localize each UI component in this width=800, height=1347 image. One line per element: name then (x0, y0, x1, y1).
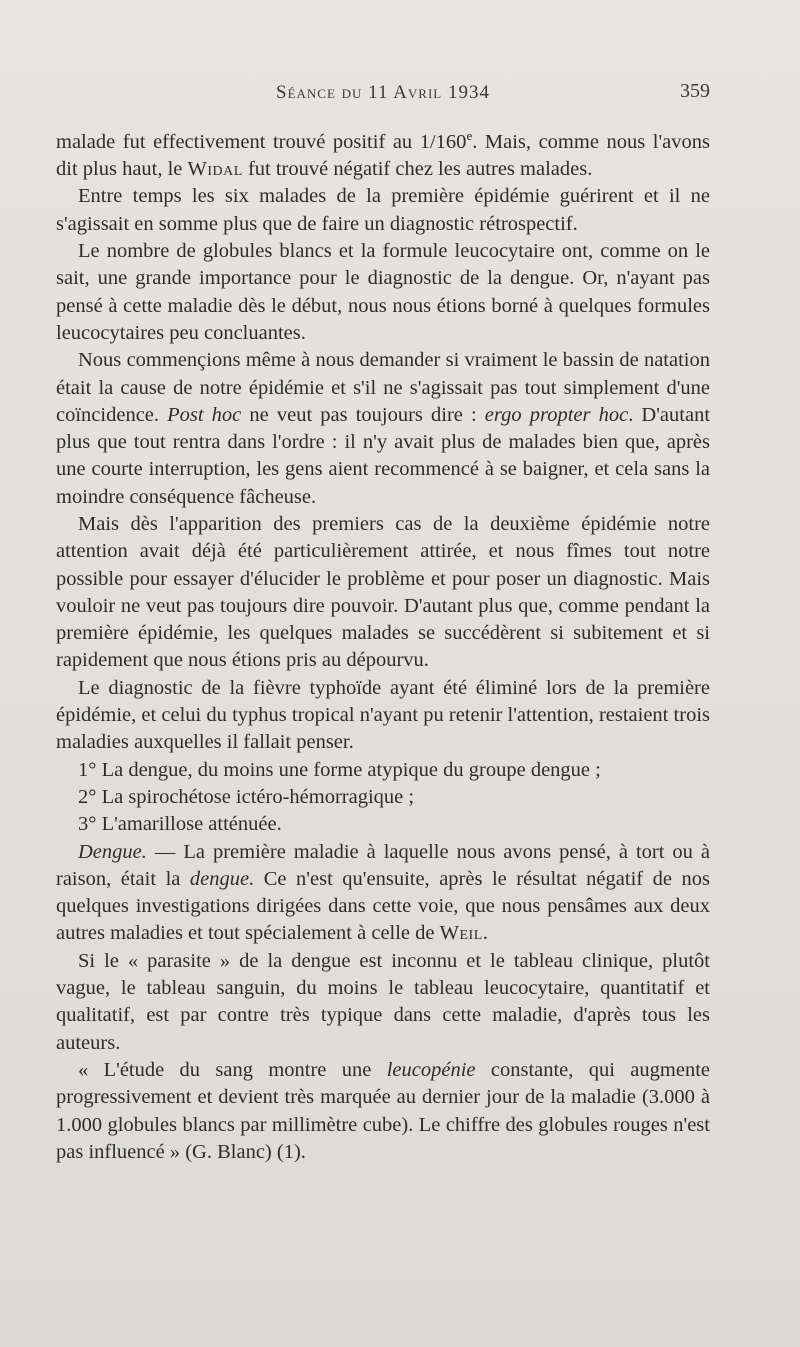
paragraph-9-text-b: constante, qui augmente progressivement et devient très marquée au dernier jour de la maladie (3.000 à 1.000 globules blancs par millimètre cube). Le chiffre des globules rouges n'est pas influencé » (G. Blanc) (1). (56, 1058, 710, 1163)
paragraph-7-text-a: — La première maladie à laquelle nous avons pensé, à tort ou à raison, était la (56, 840, 710, 890)
paragraph-4-text-a: Nous commençions même à nous demander si vraiment le bassin de natation était la cause de notre épidémie et s'il ne s'agissait pas tout simplement d'une coïncidence. (56, 349, 710, 426)
paragraph-5: Mais dès l'apparition des premiers cas de la deuxième épidémie notre attention avait déjà été particulièrement attirée, et nous fîmes tout notre possible pour essayer d'élucider le problème et pour poser un diagnostic. Mais vouloir ne veut pas toujours dire pouvoir. D'autant plus que, comme pendant la première épidémie, les quelques malades se succédèrent si subitement et si rapidement que nous étions pris au dépourvu. (56, 512, 710, 672)
paragraph-1-text-b: . Mais, comme nous l'avons dit plus haut, le (56, 130, 710, 181)
paragraph-1 (56, 122, 710, 183)
list-item: 1° La dengue, du moins une forme atypique du groupe dengue ; (78, 758, 601, 781)
term-dengue: dengue. (189, 867, 255, 890)
paragraph-1-text-a: malade fut effectivement trouvé positif au 1/160 (56, 130, 467, 153)
name-weil: Weil (439, 922, 483, 945)
paragraph-1-text-c: fut trouvé négatif chez les autres malades. (242, 158, 593, 181)
body-text (56, 122, 710, 1166)
paragraph-7 (56, 839, 710, 948)
superscript-e: e (466, 128, 473, 143)
heading-dengue: Dengue. (78, 840, 147, 863)
paragraph-4-text-b: ne veut pas toujours dire : (241, 403, 485, 426)
paragraph-4 (56, 347, 710, 511)
paragraph-2: Entre temps les six malades de la première épidémie guérirent et il ne s'agissait en somme plus que de faire un diagnostic rétrospectif. (56, 185, 710, 235)
paragraph-3: Le nombre de globules blancs et la formule leucocytaire ont, comme on le sait, une grande importance pour le diagnostic de la dengue. Or, n'ayant pas pensé à cette maladie dès le début, nous nous étions borné à quelques formules leucocytaires peu concluantes. (56, 240, 710, 344)
page-header (56, 78, 710, 108)
paragraph-7-text-c: . (482, 922, 488, 945)
paragraph-7-text-b: Ce n'est qu'ensuite, après le résultat négatif de nos quelques investigations dirigées dans cette voie, que nous pensâmes aux deux autres maladies et tout spécialement à celle de (56, 867, 710, 945)
latin-ergo-propter-hoc: ergo propter hoc (484, 403, 629, 426)
list-item: 3° L'amarillose atténuée. (78, 813, 282, 836)
latin-post-hoc: Post hoc (167, 403, 242, 426)
paragraph-8: Si le « parasite » de la dengue est inconnu et le tableau clinique, plutôt vague, le tableau sanguin, du moins le tableau leucocytaire, quantitatif et qualitatif, est par contre très typique dans cette maladie, d'après tous les auteurs. (56, 949, 710, 1054)
running-head: Séance du 11 Avril 1934 (276, 82, 490, 103)
name-widal: Widal (187, 158, 243, 181)
paragraph-9-text-a: « L'étude du sang montre une (78, 1058, 387, 1081)
paragraph-6: Le diagnostic de la fièvre typhoïde ayant été éliminé lors de la première épidémie, et celui du typhus tropical n'ayant pu retenir l'attention, restaient trois maladies auxquelles il fallait penser. (56, 676, 710, 754)
page-number: 359 (680, 80, 710, 102)
paragraph-9 (56, 1057, 710, 1166)
term-leucopenie: leucopénie (386, 1058, 476, 1081)
paragraph-4-text-c: . D'autant plus que tout rentra dans l'ordre : il n'y avait plus de malades bien que, après une courte interruption, les gens aient recommencé à se baigner, et cela sans la moindre conséquence fâcheuse. (56, 403, 711, 508)
list-item: 2° La spirochétose ictéro-hémorragique ; (78, 785, 415, 808)
